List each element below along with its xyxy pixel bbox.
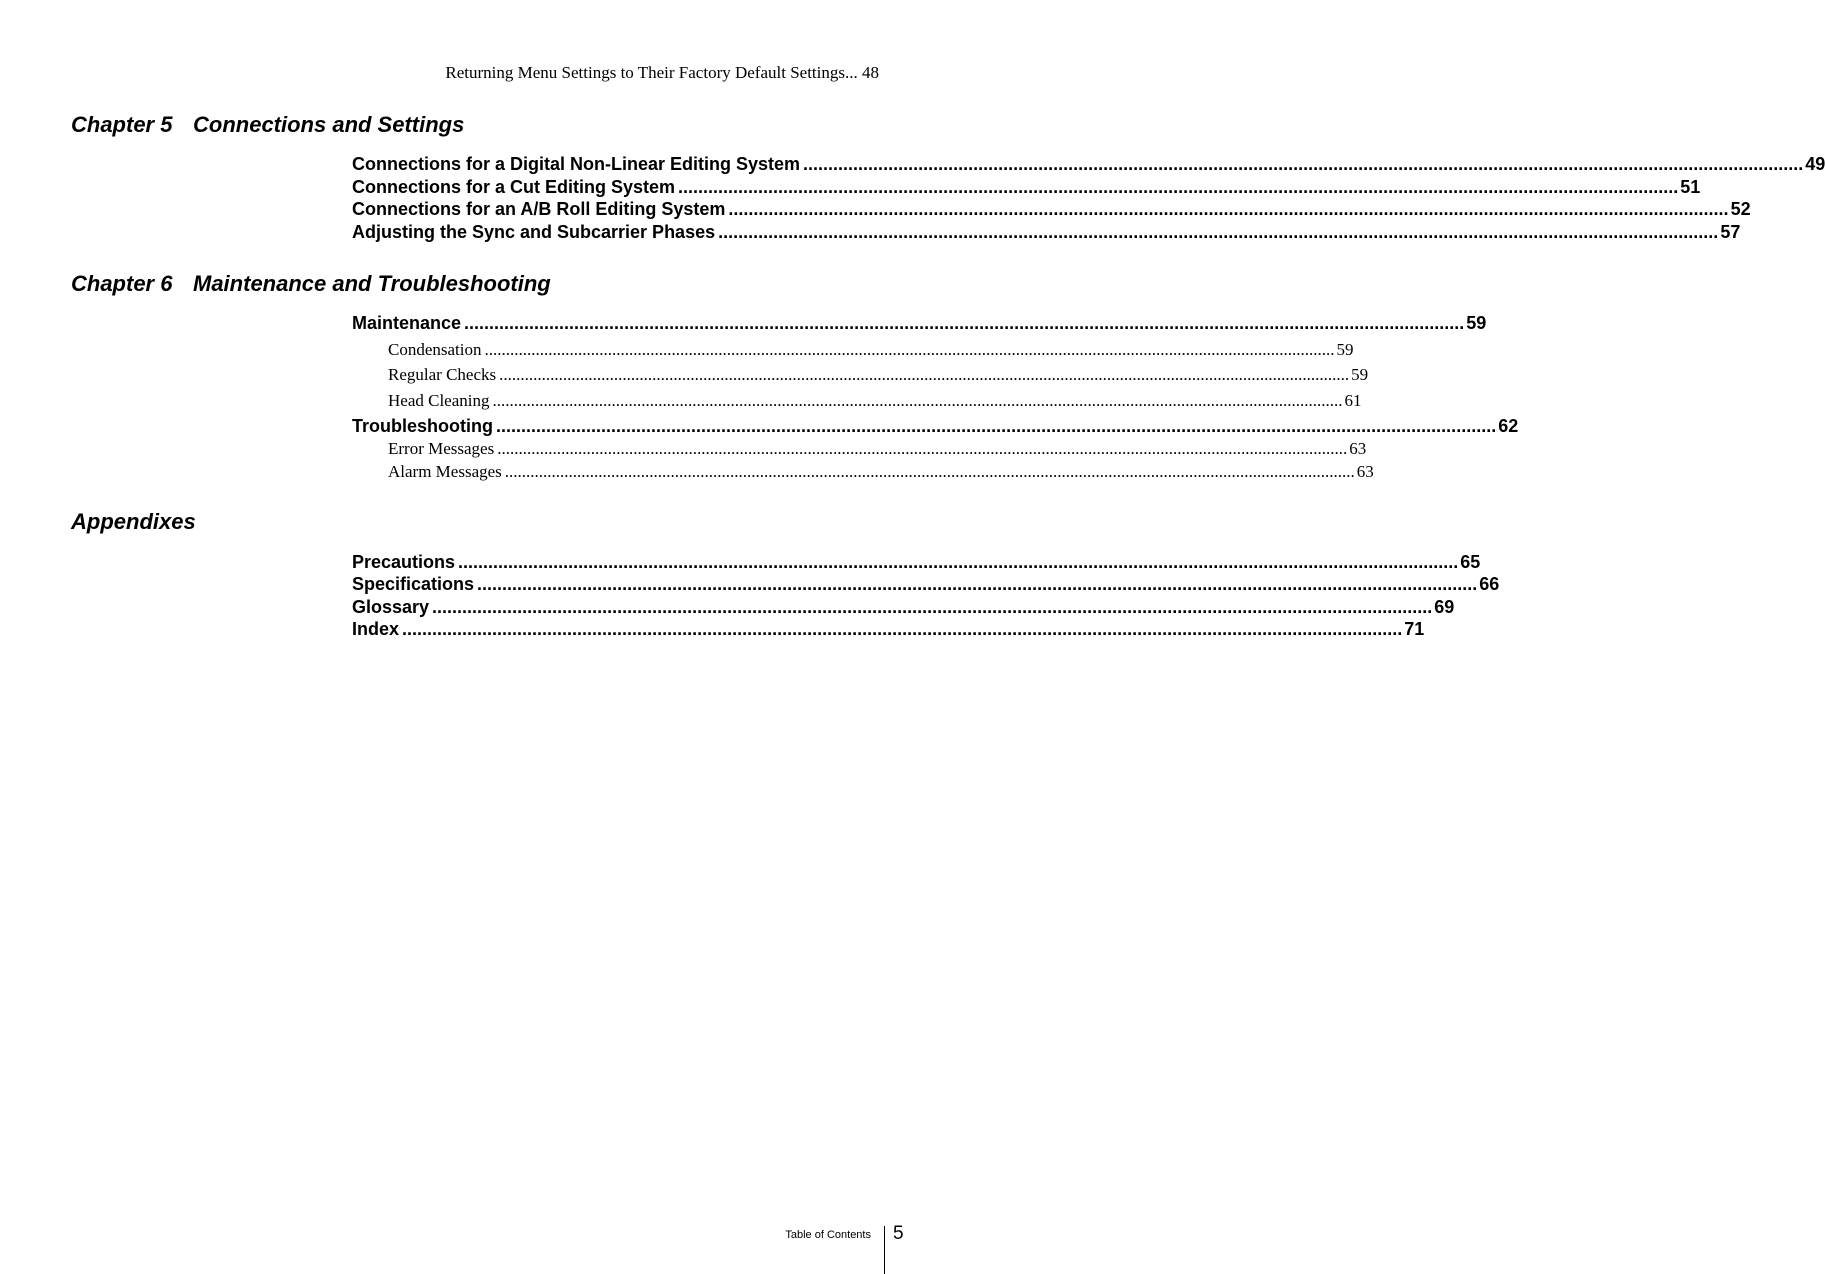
toc-entry-page: 51 (1680, 177, 1701, 197)
toc-entry-title: Alarm Messages (388, 462, 502, 481)
toc-entry-title: Head Cleaning (388, 391, 490, 410)
toc-entry-title: Error Messages (388, 439, 495, 458)
toc-entry-title: Glossary (352, 597, 430, 617)
footer-divider (884, 1226, 885, 1274)
toc-entry-page: 61 (1344, 391, 1362, 410)
toc-entry-page: 57 (1720, 222, 1741, 242)
chapter-title: Appendixes (71, 509, 196, 534)
chapter-number: Chapter 5 (71, 112, 173, 137)
toc-entry-page: 63 (1349, 439, 1367, 458)
toc-entry-title: Returning Menu Settings to Their Factory Default Settings (445, 63, 845, 82)
toc-entry-cut-editing[interactable] (352, 177, 1701, 198)
toc-subentry-regular-checks[interactable] (388, 365, 1369, 385)
toc-entry-page: 49 (1805, 154, 1825, 174)
toc-entry-dots: ... (845, 63, 858, 82)
toc-entry-ab-roll[interactable] (352, 199, 1751, 220)
toc-entry-title: Troubleshooting (352, 416, 493, 436)
toc-entry-troubleshooting[interactable] (352, 416, 1519, 437)
toc-leader-dots: ........................................................................................................................................................................................................ (458, 552, 1459, 572)
toc-entry-title: Connections for a Digital Non-Linear Editing System (352, 154, 801, 174)
toc-entry-title: Specifications (352, 574, 475, 594)
toc-leader-dots: ........................................................................................................................................................................................................ (497, 439, 1348, 458)
toc-entry-glossary[interactable] (352, 597, 1455, 618)
toc-subentry-head-cleaning[interactable] (388, 391, 1362, 411)
toc-leader-dots: ........................................................................................................................................................................................................ (803, 154, 1804, 174)
toc-entry-precautions[interactable] (352, 552, 1481, 573)
toc-entry-title: Adjusting the Sync and Subcarrier Phases (352, 222, 716, 242)
toc-entry-title: Connections for a Cut Editing System (352, 177, 676, 197)
toc-leader-dots: ........................................................................................................................................................................................................ (432, 597, 1433, 617)
footer-section-label: Table of Contents (785, 1229, 871, 1241)
toc-entry-page: 66 (1479, 574, 1500, 594)
toc-entry-page: 59 (1466, 313, 1487, 333)
chapter-6-heading (71, 271, 551, 297)
chapter-5-heading (71, 112, 464, 138)
toc-entry-title: Regular Checks (388, 365, 497, 384)
toc-entry-page: 69 (1434, 597, 1455, 617)
toc-entry-page: 59 (1351, 365, 1369, 384)
toc-leader-dots: ........................................................................................................................................................................................................ (402, 619, 1403, 639)
toc-leader-dots: ........................................................................................................................................................................................................ (718, 222, 1719, 242)
toc-leader-dots: ........................................................................................................................................................................................................ (499, 365, 1350, 384)
toc-entry-page: 71 (1404, 619, 1425, 639)
toc-entry-title: Maintenance (352, 313, 462, 333)
toc-entry-title: Condensation (388, 340, 482, 359)
chapter-number: Chapter 6 (71, 271, 173, 296)
toc-subentry-alarm-messages[interactable] (388, 462, 1374, 482)
toc-entry-title: Connections for an A/B Roll Editing System (352, 199, 726, 219)
toc-entry-maintenance[interactable] (352, 313, 1487, 334)
toc-entry-page: 52 (1730, 199, 1751, 219)
toc-entry-specifications[interactable] (352, 574, 1500, 595)
footer-page-number: 5 (893, 1223, 904, 1244)
toc-subentry-error-messages[interactable] (388, 439, 1367, 459)
toc-leader-dots: ........................................................................................................................................................................................................ (464, 313, 1465, 333)
toc-leader-dots: ........................................................................................................................................................................................................ (492, 391, 1343, 410)
toc-entry-returning-menu-settings[interactable] (388, 63, 879, 83)
toc-leader-dots: ........................................................................................................................................................................................................ (728, 199, 1729, 219)
toc-leader-dots: ........................................................................................................................................................................................................ (477, 574, 1478, 594)
toc-subentry-condensation[interactable] (388, 340, 1354, 360)
toc-entry-digital-nle[interactable] (352, 154, 1825, 175)
toc-entry-page: 63 (1356, 462, 1374, 481)
chapter-title: Maintenance and Troubleshooting (193, 271, 551, 296)
toc-leader-dots: ........................................................................................................................................................................................................ (496, 416, 1497, 436)
toc-leader-dots: ........................................................................................................................................................................................................ (484, 340, 1335, 359)
toc-entry-page: 59 (1336, 340, 1354, 359)
toc-entry-page: 62 (1498, 416, 1519, 436)
appendixes-heading (71, 509, 196, 535)
toc-leader-dots: ........................................................................................................................................................................................................ (678, 177, 1679, 197)
toc-entry-page: 48 (862, 63, 879, 82)
toc-leader-dots: ........................................................................................................................................................................................................ (504, 462, 1355, 481)
chapter-title: Connections and Settings (193, 112, 465, 137)
toc-entry-index[interactable] (352, 619, 1425, 640)
toc-entry-page: 65 (1460, 552, 1481, 572)
toc-entry-title: Precautions (352, 552, 456, 572)
toc-entry-title: Index (352, 619, 400, 639)
toc-entry-sync-subcarrier[interactable] (352, 222, 1741, 243)
